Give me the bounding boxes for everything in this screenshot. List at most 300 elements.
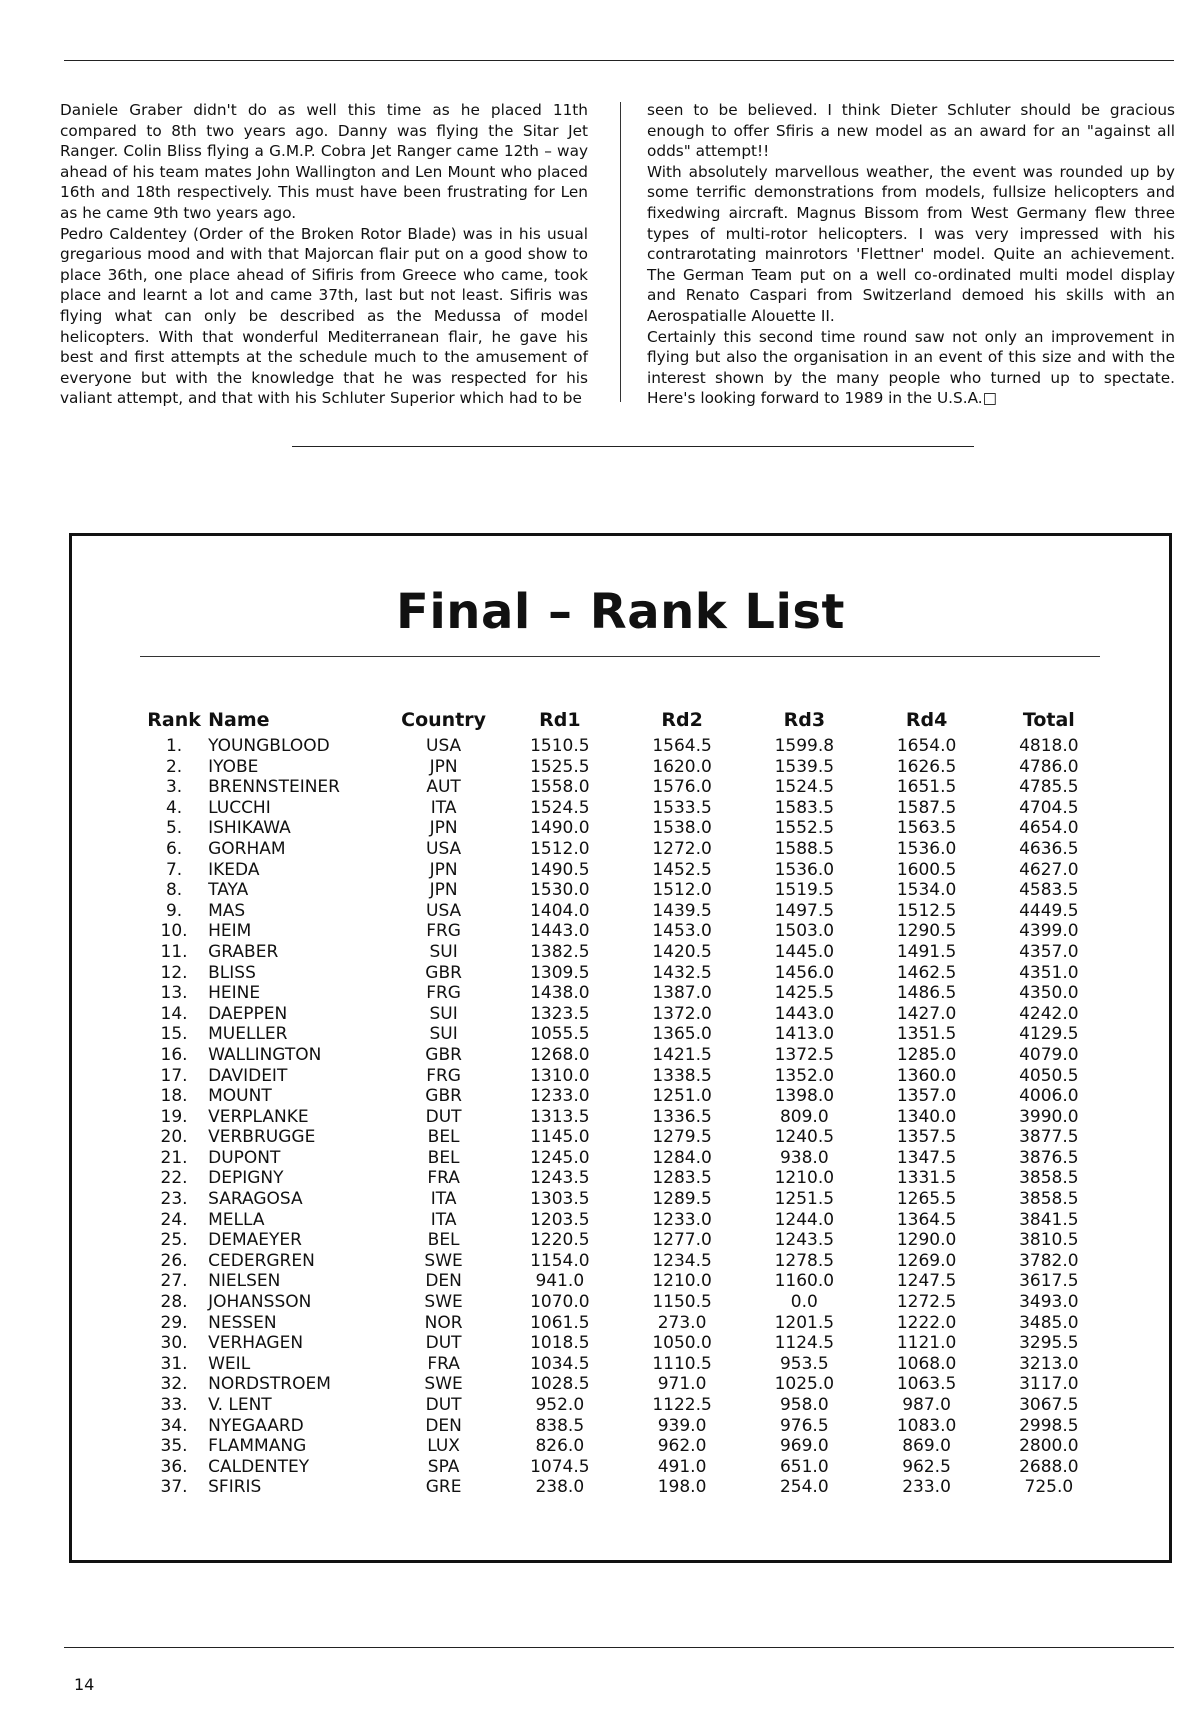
cell-rd3: 1240.5: [774, 1127, 835, 1148]
cell-name: WEIL: [208, 1353, 251, 1374]
cell-rd3: 1372.5: [774, 1044, 835, 1065]
cell-rd4: 1247.5: [896, 1271, 957, 1292]
cell-country: USA: [426, 838, 462, 859]
table-row: [140, 1374, 1110, 1395]
cell-rd3: 958.0: [779, 1395, 829, 1415]
cell-country: SWE: [424, 1250, 463, 1271]
bottom-rule: [64, 1647, 1174, 1648]
cell-total: 3117.0: [1019, 1374, 1079, 1395]
cell-total: 4399.0: [1019, 921, 1079, 942]
cell-rd4: 869.0: [902, 1436, 951, 1457]
cell-rd2: 1387.0: [652, 983, 712, 1004]
cell-country: DEN: [425, 1271, 462, 1292]
cell-rd4: 1651.5: [896, 777, 957, 798]
cell-rd1: 1145.0: [530, 1127, 590, 1148]
cell-country: FRG: [426, 1065, 461, 1086]
title-rule: [140, 656, 1100, 657]
table-row: [140, 1210, 1110, 1231]
table-row: [140, 942, 1110, 963]
table-header-row: [140, 704, 1110, 736]
cell-rd2: 1284.0: [652, 1147, 712, 1168]
table-row: [140, 1251, 1110, 1272]
cell-rd1: 238.0: [535, 1477, 585, 1498]
cell-rd1: 1018.5: [530, 1333, 590, 1354]
cell-rank: 27.: [160, 1271, 188, 1292]
cell-total: 4006.0: [1019, 1086, 1079, 1107]
cell-rank: 16.: [160, 1044, 188, 1065]
article-paragraph: Pedro Caldentey (Order of the Broken Rotor Blade) was in his usual gregarious mood and with that Majorcan flair put on a good show to place 36th, one place ahead of Sifiris from Greece who came, took place and learnt a lot and came 37th, last but not least. Sifiris was flying what can only be described as the Medussa of model helicopters. With that wonderful Mediterranean flair, he gave his best and first attempts at the schedule much to the amusement of everyone but with the knowledge that he was respected for his valiant attempt, and that with his Schluter Superior which had to be: [60, 224, 588, 408]
cell-country: DUT: [425, 1333, 462, 1354]
cell-country: DEN: [425, 1415, 462, 1436]
cell-name: VERBRUGGE: [208, 1127, 316, 1148]
cell-rd2: 1372.0: [652, 1003, 712, 1024]
cell-total: 4785.5: [1019, 777, 1079, 798]
cell-total: 4357.0: [1019, 941, 1079, 962]
cell-rd1: 1313.5: [530, 1106, 590, 1127]
cell-rd1: 1490.0: [530, 818, 590, 839]
cell-total: 3858.5: [1019, 1168, 1079, 1189]
cell-rd3: 1278.5: [774, 1250, 835, 1271]
cell-name: JOHANSSON: [208, 1292, 312, 1313]
cell-rd4: 1626.5: [896, 756, 957, 777]
cell-name: HEINE: [208, 983, 261, 1004]
cell-name: FLAMMANG: [208, 1436, 307, 1457]
cell-rd3: 1425.5: [774, 983, 835, 1004]
cell-rd3: 1243.5: [774, 1230, 835, 1251]
cell-rd2: 1421.5: [652, 1044, 712, 1065]
cell-rd1: 1154.0: [530, 1250, 590, 1271]
table-row: [140, 1292, 1110, 1313]
cell-rd3: 809.0: [779, 1106, 829, 1127]
cell-rd4: 1600.5: [896, 859, 957, 880]
cell-rank: 14.: [160, 1003, 188, 1024]
cell-country: BEL: [427, 1147, 460, 1168]
cell-total: 4818.0: [1019, 736, 1079, 756]
article-paragraph: Daniele Graber didn't do as well this time as he placed 11th compared to 8th two years ago. Danny was flying the Sitar Jet Ranger. Colin Bliss flying a G.M.P. Cobra Jet Ranger came 12th – way ahead of his team mates John Wallington and Len Mount who placed 16th and 18th respectively. This must have been frustrating for Len as he came 9th two years ago.: [60, 101, 588, 222]
cell-country: JPN: [429, 880, 458, 901]
cell-total: 4079.0: [1019, 1044, 1079, 1065]
cell-rank: 29.: [160, 1312, 188, 1333]
cell-rd4: 1222.0: [896, 1312, 957, 1333]
cell-rd2: 1277.0: [652, 1230, 712, 1251]
cell-country: JPN: [429, 818, 458, 839]
table-row: [140, 1189, 1110, 1210]
table-row: [140, 1230, 1110, 1251]
cell-rd1: 1310.0: [530, 1065, 590, 1086]
cell-rd4: 987.0: [902, 1395, 951, 1415]
cell-name: DUPONT: [208, 1147, 281, 1168]
cell-rank: 33.: [160, 1395, 188, 1415]
cell-rd2: 1453.0: [652, 921, 712, 942]
rank-table: [140, 704, 1110, 1498]
article-paragraph: seen to be believed. I think Dieter Schluter should be gracious enough to offer Sfiris a new model as an award for an "against all odds" attempt!!: [647, 101, 1175, 161]
cell-rd1: 1443.0: [530, 921, 590, 942]
cell-rd3: 1413.0: [774, 1024, 835, 1045]
cell-rd2: 1538.0: [652, 818, 712, 839]
table-row: [140, 1395, 1110, 1416]
cell-rd1: 1303.5: [530, 1189, 590, 1210]
top-rule: [64, 60, 1174, 61]
cell-name: IYOBE: [208, 756, 259, 777]
cell-country: SPA: [427, 1456, 460, 1477]
cell-name: V. LENT: [208, 1395, 272, 1415]
cell-rd4: 1272.5: [896, 1292, 957, 1313]
table-row: [140, 963, 1110, 984]
cell-rd4: 1512.5: [896, 900, 957, 921]
table-row: [140, 1024, 1110, 1045]
cell-name: GRABER: [208, 941, 279, 962]
cell-rank: 10.: [160, 921, 188, 942]
cell-total: 4129.5: [1019, 1024, 1079, 1045]
cell-rd4: 1534.0: [896, 880, 957, 901]
cell-name: WALLINGTON: [208, 1044, 322, 1065]
cell-rd2: 1050.0: [652, 1333, 712, 1354]
cell-rd2: 1420.5: [652, 941, 712, 962]
cell-rd3: 1251.5: [774, 1189, 835, 1210]
cell-rd1: 1070.0: [530, 1292, 590, 1313]
cell-country: FRG: [426, 921, 461, 942]
cell-total: 4704.5: [1019, 797, 1079, 818]
table-row: [140, 818, 1110, 839]
cell-rd4: 1360.0: [896, 1065, 957, 1086]
article-column-right: [647, 100, 1175, 409]
cell-total: 3617.5: [1019, 1271, 1079, 1292]
cell-total: 2998.5: [1019, 1415, 1079, 1436]
cell-total: 3485.0: [1019, 1312, 1079, 1333]
cell-rd3: 0.0: [790, 1292, 818, 1313]
cell-rd4: 1340.0: [896, 1106, 957, 1127]
cell-rd1: 1233.0: [530, 1086, 590, 1107]
cell-country: FRA: [427, 1353, 460, 1374]
cell-rank: 21.: [160, 1147, 188, 1168]
cell-country: FRG: [426, 983, 461, 1004]
cell-name: LUCCHI: [208, 797, 271, 818]
cell-rank: 28.: [160, 1292, 188, 1313]
table-row: [140, 1168, 1110, 1189]
cell-rd3: 1456.0: [774, 962, 835, 983]
cell-rd4: 1357.0: [896, 1086, 957, 1107]
cell-total: 3990.0: [1019, 1106, 1079, 1127]
page-number: 14: [74, 1675, 95, 1694]
cell-rd2: 1452.5: [652, 859, 712, 880]
cell-rd2: 1564.5: [652, 736, 712, 756]
cell-rd4: 1491.5: [896, 941, 957, 962]
cell-rd1: 941.0: [535, 1271, 585, 1292]
cell-name: SFIRIS: [208, 1477, 262, 1498]
cell-name: MAS: [208, 900, 246, 921]
cell-name: CEDERGREN: [208, 1250, 315, 1271]
cell-rd2: 1279.5: [652, 1127, 712, 1148]
cell-rd1: 1309.5: [530, 962, 590, 983]
cell-rank: 24.: [160, 1209, 188, 1230]
cell-rd1: 1525.5: [530, 756, 590, 777]
table-title: Final – Rank List: [396, 584, 845, 640]
cell-name: BRENNSTEINER: [208, 777, 340, 798]
table-row: [140, 777, 1110, 798]
cell-country: SUI: [429, 1024, 458, 1045]
article-paragraph: With absolutely marvellous weather, the event was rounded up by some terrific demonstrations from models, fullsize helicopters and fixedwing aircraft. Magnus Bissom from West Germany flew three types of multi-rotor helicopters. I was very impressed with his contrarotating mainrotors 'Flettner' model. Quite an achievement. The German Team put on a well co-ordinated multi model display and Renato Caspari from Switzerland demoed his skills with an Aerospatialle Alouette II.: [647, 162, 1175, 325]
cell-rd3: 1398.0: [774, 1086, 835, 1107]
table-row: [140, 921, 1110, 942]
table-row: [140, 1477, 1110, 1498]
cell-rd4: 1331.5: [896, 1168, 957, 1189]
cell-rd1: 1055.5: [530, 1024, 590, 1045]
cell-rd4: 1536.0: [896, 838, 957, 859]
cell-rank: 13.: [160, 983, 188, 1004]
cell-country: SUI: [429, 1003, 458, 1024]
cell-rd1: 1404.0: [530, 900, 590, 921]
cell-rd2: 1512.0: [652, 880, 712, 901]
cell-country: NOR: [424, 1312, 463, 1333]
cell-rank: 25.: [160, 1230, 188, 1251]
header-rd4: Rd4: [905, 709, 948, 731]
cell-name: NESSEN: [208, 1312, 277, 1333]
cell-rd2: 1620.0: [652, 756, 712, 777]
cell-rd2: 491.0: [657, 1456, 707, 1477]
article-paragraph: Certainly this second time round saw not only an improvement in flying but also the organisation in an event of this size and with the interest shown by the many people who turned up to spectate. Here's looking forward to 1989 in the U.S.A.□: [647, 327, 1175, 408]
cell-rd2: 1122.5: [652, 1395, 712, 1415]
cell-country: ITA: [430, 797, 457, 818]
cell-rd3: 1124.5: [774, 1333, 835, 1354]
table-row: [140, 983, 1110, 1004]
cell-rank: 36.: [160, 1456, 188, 1477]
cell-name: TAYA: [208, 880, 249, 901]
cell-rd3: 651.0: [779, 1456, 829, 1477]
table-row: [140, 1271, 1110, 1292]
cell-rd4: 1063.5: [896, 1374, 957, 1395]
cell-rd2: 939.0: [657, 1415, 707, 1436]
cell-rd1: 1558.0: [530, 777, 590, 798]
cell-name: ISHIKAWA: [208, 818, 291, 839]
cell-name: BLISS: [208, 962, 256, 983]
cell-rank: 1.: [165, 736, 183, 756]
cell-rd1: 1268.0: [530, 1044, 590, 1065]
cell-total: 3876.5: [1019, 1147, 1079, 1168]
cell-total: 4351.0: [1019, 962, 1079, 983]
cell-country: GBR: [425, 962, 462, 983]
cell-name: NORDSTROEM: [208, 1374, 331, 1395]
cell-total: 3810.5: [1019, 1230, 1079, 1251]
cell-rd4: 1351.5: [896, 1024, 957, 1045]
cell-total: 4583.5: [1019, 880, 1079, 901]
cell-country: USA: [426, 900, 462, 921]
table-row: [140, 1457, 1110, 1478]
cell-rd2: 1338.5: [652, 1065, 712, 1086]
cell-rank: 26.: [160, 1250, 188, 1271]
table-row: [140, 1107, 1110, 1128]
cell-total: 4786.0: [1019, 756, 1079, 777]
cell-country: JPN: [429, 859, 458, 880]
cell-country: ITA: [430, 1209, 457, 1230]
cell-rd1: 1438.0: [530, 983, 590, 1004]
cell-rank: 8.: [165, 880, 183, 901]
cell-rd2: 1336.5: [652, 1106, 712, 1127]
cell-total: 4350.0: [1019, 983, 1079, 1004]
cell-total: 4636.5: [1019, 838, 1079, 859]
table-row: [140, 860, 1110, 881]
cell-rank: 30.: [160, 1333, 188, 1354]
cell-rd4: 1563.5: [896, 818, 957, 839]
cell-rd4: 1587.5: [896, 797, 957, 818]
cell-rd3: 1443.0: [774, 1003, 835, 1024]
table-row: [140, 1436, 1110, 1457]
cell-country: SWE: [424, 1374, 463, 1395]
header-rank: Rank: [147, 709, 201, 731]
table-row: [140, 1354, 1110, 1375]
table-body: [140, 736, 1110, 1498]
cell-rd1: 1243.5: [530, 1168, 590, 1189]
cell-name: HEIM: [208, 921, 252, 942]
cell-rd3: 1599.8: [774, 736, 835, 756]
cell-rd1: 1524.5: [530, 797, 590, 818]
cell-rd3: 1503.0: [774, 921, 835, 942]
cell-rd3: 1160.0: [774, 1271, 835, 1292]
cell-total: 3493.0: [1019, 1292, 1079, 1313]
cell-name: DEMAEYER: [208, 1230, 302, 1251]
table-row: [140, 798, 1110, 819]
cell-rd3: 1497.5: [774, 900, 835, 921]
header-rd3: Rd3: [783, 709, 826, 731]
rank-list-box: [69, 533, 1172, 1563]
cell-rd1: 1074.5: [530, 1456, 590, 1477]
cell-total: 3213.0: [1019, 1353, 1079, 1374]
cell-rd2: 1283.5: [652, 1168, 712, 1189]
cell-country: USA: [426, 736, 462, 756]
cell-country: GRE: [425, 1477, 462, 1498]
cell-name: VERHAGEN: [208, 1333, 304, 1354]
cell-rd3: 1539.5: [774, 756, 835, 777]
cell-country: FRA: [427, 1168, 460, 1189]
cell-name: MOUNT: [208, 1086, 272, 1107]
cell-rd2: 1289.5: [652, 1189, 712, 1210]
cell-name: DAVIDEIT: [208, 1065, 288, 1086]
table-row: [140, 1004, 1110, 1025]
cell-name: YOUNGBLOOD: [208, 736, 330, 756]
cell-total: 3858.5: [1019, 1189, 1079, 1210]
cell-rd4: 1462.5: [896, 962, 957, 983]
cell-rd4: 1285.0: [896, 1044, 957, 1065]
cell-name: MELLA: [208, 1209, 265, 1230]
cell-total: 4050.5: [1019, 1065, 1079, 1086]
cell-rd2: 1150.5: [652, 1292, 712, 1313]
cell-rank: 12.: [160, 962, 188, 983]
cell-country: LUX: [427, 1436, 460, 1457]
cell-rd1: 1034.5: [530, 1353, 590, 1374]
cell-name: SARAGOSA: [208, 1189, 303, 1210]
cell-rd3: 1583.5: [774, 797, 835, 818]
cell-name: DAEPPEN: [208, 1003, 288, 1024]
cell-rd3: 938.0: [779, 1147, 829, 1168]
cell-rank: 6.: [165, 838, 183, 859]
cell-name: GORHAM: [208, 838, 286, 859]
cell-name: VERPLANKE: [208, 1106, 309, 1127]
cell-rd1: 838.5: [535, 1415, 585, 1436]
cell-rd4: 1068.0: [896, 1353, 957, 1374]
cell-rd1: 1530.0: [530, 880, 590, 901]
cell-name: DEPIGNY: [208, 1168, 284, 1189]
cell-rank: 9.: [165, 900, 183, 921]
cell-total: 3067.5: [1019, 1395, 1079, 1415]
cell-rd4: 233.0: [902, 1477, 951, 1498]
cell-rd1: 1510.5: [530, 736, 590, 756]
section-rule: [292, 446, 974, 447]
cell-rd3: 1524.5: [774, 777, 835, 798]
cell-rd2: 1233.0: [652, 1209, 712, 1230]
cell-total: 4627.0: [1019, 859, 1079, 880]
cell-rd4: 1347.5: [896, 1147, 957, 1168]
cell-rd1: 1512.0: [530, 838, 590, 859]
cell-rank: 17.: [160, 1065, 188, 1086]
table-row: [140, 901, 1110, 922]
cell-country: BEL: [427, 1230, 460, 1251]
cell-rd2: 962.0: [657, 1436, 707, 1457]
cell-name: CALDENTEY: [208, 1456, 310, 1477]
cell-rd2: 1251.0: [652, 1086, 712, 1107]
cell-rank: 5.: [165, 818, 183, 839]
cell-name: NYEGAARD: [208, 1415, 304, 1436]
cell-rank: 23.: [160, 1189, 188, 1210]
cell-rd2: 1110.5: [652, 1353, 712, 1374]
cell-rd4: 1290.0: [896, 1230, 957, 1251]
cell-rank: 15.: [160, 1024, 188, 1045]
cell-rd4: 1486.5: [896, 983, 957, 1004]
cell-rd1: 826.0: [535, 1436, 585, 1457]
cell-rd2: 1365.0: [652, 1024, 712, 1045]
cell-rd3: 976.5: [779, 1415, 829, 1436]
cell-rd1: 1490.5: [530, 859, 590, 880]
cell-rd4: 1654.0: [896, 736, 957, 756]
cell-rd1: 1220.5: [530, 1230, 590, 1251]
cell-country: GBR: [425, 1086, 462, 1107]
cell-total: 3877.5: [1019, 1127, 1079, 1148]
cell-rd2: 198.0: [657, 1477, 707, 1498]
cell-rd4: 1290.5: [896, 921, 957, 942]
cell-rd2: 273.0: [657, 1312, 707, 1333]
cell-rd4: 1357.5: [896, 1127, 957, 1148]
cell-total: 4242.0: [1019, 1003, 1079, 1024]
table-row: [140, 1127, 1110, 1148]
cell-rd2: 1272.0: [652, 838, 712, 859]
cell-rd4: 962.5: [902, 1456, 951, 1477]
cell-rank: 37.: [160, 1477, 188, 1498]
cell-rd3: 1552.5: [774, 818, 835, 839]
cell-rank: 20.: [160, 1127, 188, 1148]
cell-country: ITA: [430, 1189, 457, 1210]
cell-rd1: 1382.5: [530, 941, 590, 962]
cell-rd4: 1364.5: [896, 1209, 957, 1230]
cell-rank: 35.: [160, 1436, 188, 1457]
table-row: [140, 757, 1110, 778]
cell-rd1: 1203.5: [530, 1209, 590, 1230]
column-divider: [620, 102, 621, 402]
cell-name: IKEDA: [208, 859, 260, 880]
cell-rd3: 254.0: [779, 1477, 829, 1498]
cell-rd2: 1576.0: [652, 777, 712, 798]
cell-rank: 11.: [160, 941, 188, 962]
cell-rd3: 1210.0: [774, 1168, 835, 1189]
table-row: [140, 1086, 1110, 1107]
cell-total: 4449.5: [1019, 900, 1079, 921]
cell-rd3: 1025.0: [774, 1374, 835, 1395]
article-column-left: [60, 100, 588, 409]
table-row: [140, 736, 1110, 757]
cell-rank: 4.: [165, 797, 183, 818]
cell-total: 3295.5: [1019, 1333, 1079, 1354]
cell-name: MUELLER: [208, 1024, 288, 1045]
table-row: [140, 1045, 1110, 1066]
table-row: [140, 1416, 1110, 1437]
cell-rd3: 1201.5: [774, 1312, 835, 1333]
